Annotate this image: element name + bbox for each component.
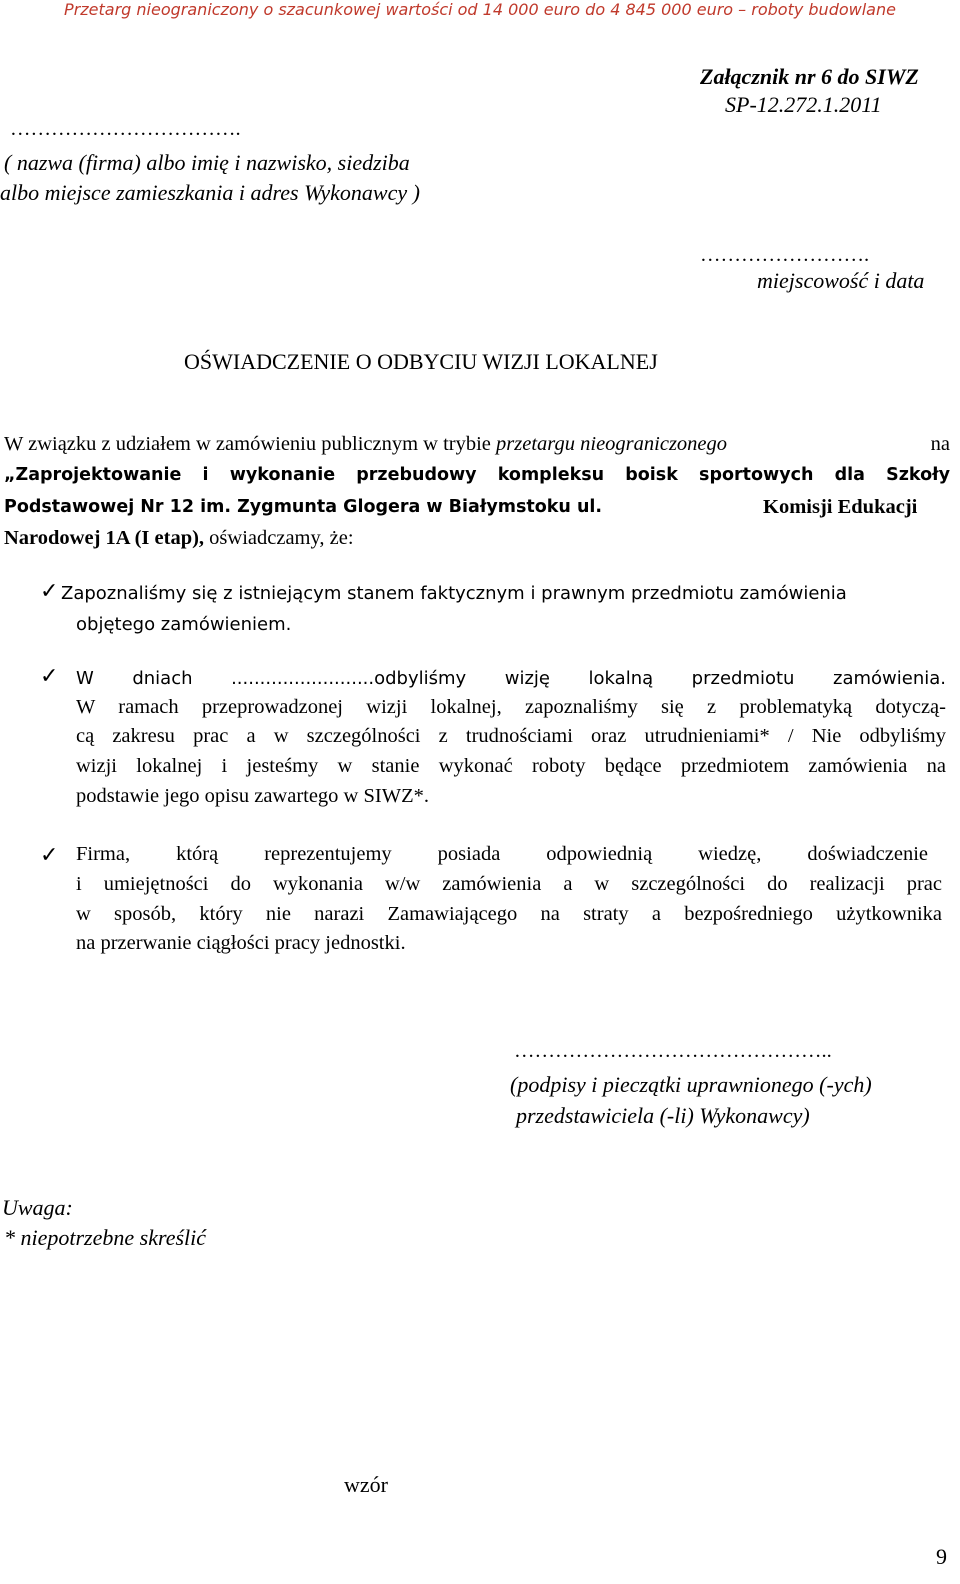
item3-line4: na przerwanie ciągłości pracy jednostki. — [76, 932, 406, 954]
item2-line1: W dniach .........................odbyliśmy wizję lokalną przedmiotu zamówienia. — [76, 668, 946, 689]
intro-line1 — [4, 433, 950, 456]
item1-line2: objętego zamówieniem. — [76, 614, 292, 635]
contractor-dots: ……………………………. — [10, 118, 241, 140]
attachment-label: Załącznik nr 6 do SIWZ — [700, 64, 919, 89]
contractor-caption-line1: ( nazwa (firma) albo imię i nazwisko, siedziba — [4, 150, 410, 175]
check-icon: ✓ — [40, 843, 59, 868]
project-name-line2: Podstawowej Nr 12 im. Zygmunta Glogera w Białymstoku ul. — [4, 497, 603, 517]
check-icon: ✓ — [40, 664, 59, 689]
note-label: Uwaga: — [2, 1195, 73, 1220]
item3-line2: i umiejętności do wykonania w/w zamówienia a w szczególności do realizacji prac — [76, 873, 942, 895]
project-name-line2-end: Komisji Edukacji — [763, 496, 918, 518]
intro-na: na — [930, 433, 950, 455]
note-text: * niepotrzebne skreślić — [4, 1225, 207, 1250]
item3-line3: w sposób, który nie narazi Zamawiającego na straty a bezpośredniego użytkownika — [76, 903, 942, 925]
running-header: Przetarg nieograniczony o szacunkowej wartości od 14 000 euro do 4 845 000 euro – roboty budowlane — [64, 0, 896, 19]
item3-line1: Firma, którą reprezentujemy posiada odpowiednią wiedzę, doświadczenie — [76, 843, 928, 865]
procedure-type: przetargu nieograniczonego — [496, 433, 728, 455]
reference-number: SP-12.272.1.2011 — [725, 92, 882, 117]
template-watermark: wzór — [344, 1472, 388, 1497]
item2-line3: cą zakresu prac a w szczególności z trudnościami oraz utrudnieniami* / Nie odbyliśmy — [76, 725, 946, 747]
item2-line4: wizji lokalnej i jesteśmy w stanie wykonać roboty będące przedmiotem zamówienia na — [76, 755, 946, 777]
item2-line5: podstawie jego opisu zawartego w SIWZ*. — [76, 785, 429, 807]
check-icon: ✓ — [40, 579, 59, 604]
place-date-caption: miejscowość i data — [757, 268, 925, 293]
page-number: 9 — [936, 1544, 947, 1569]
intro-text: W związku z udziałem w zamówieniu publicznym w trybie — [4, 433, 497, 455]
contractor-caption-line2: albo miejsce zamieszkania i adres Wykonawcy ) — [0, 180, 420, 205]
document-title: OŚWIADCZENIE O ODBYCIU WIZJI LOKALNEJ — [184, 349, 658, 374]
signature-caption-line2: przedstawiciela (-li) Wykonawcy) — [516, 1103, 810, 1128]
item2-line2: W ramach przeprowadzonej wizji lokalnej, zapoznaliśmy się z problematyką dotyczą- — [76, 696, 946, 718]
declaration-lead: oświadczamy, że: — [204, 527, 354, 549]
place-date-dots: ……………………. — [700, 244, 870, 266]
signature-dots: ……………………………………….. — [514, 1040, 832, 1062]
project-address: Narodowej 1A (I etap), — [4, 527, 205, 549]
intro-line4 — [4, 527, 354, 550]
item1-line1: Zapoznaliśmy się z istniejącym stanem faktycznym i prawnym przedmiotu zamówienia — [61, 583, 847, 604]
signature-caption-line1: (podpisy i pieczątki uprawnionego (-ych) — [510, 1072, 872, 1097]
project-name-line1: „Zaprojektowanie i wykonanie przebudowy kompleksu boisk sportowych dla Szkoły — [4, 465, 950, 485]
